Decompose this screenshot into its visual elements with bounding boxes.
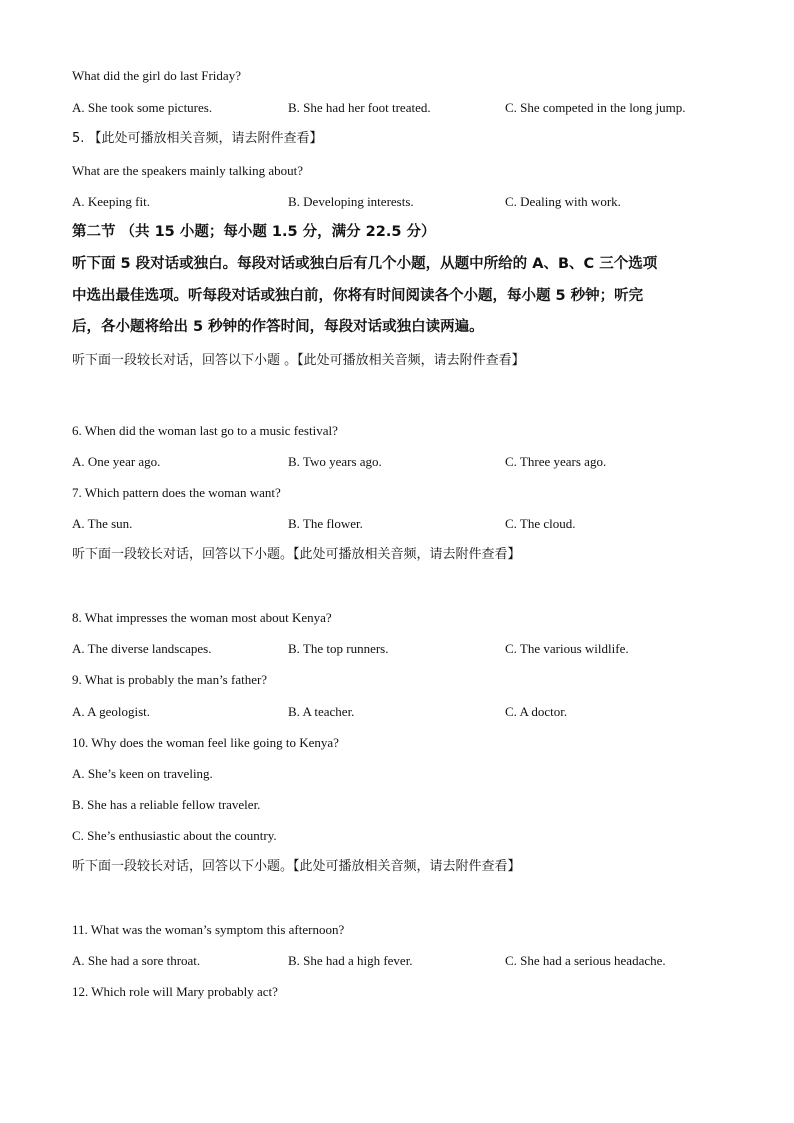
q5-option-a: A. Keeping fit. xyxy=(72,194,150,209)
q6-option-a: A. One year ago. xyxy=(72,454,161,469)
q8-option-a: A. The diverse landscapes. xyxy=(72,641,212,656)
q9-option-c: C. A doctor. xyxy=(505,704,568,719)
q7-option-b: B. The flower. xyxy=(288,516,363,531)
q7-option-a: A. The sun. xyxy=(72,516,133,531)
question-4-stem: What did the girl do last Friday? xyxy=(72,68,241,83)
q4-option-b: B. She had her foot treated. xyxy=(288,100,431,115)
question-10-stem: 10. Why does the woman feel like going to Kenya? xyxy=(72,735,339,750)
q5-option-c: C. Dealing with work. xyxy=(505,194,621,209)
question-11-stem: 11. What was the woman’s symptom this afternoon? xyxy=(72,922,345,937)
section-2-heading: 第二节 （共 15 小题；每小题 1.5 分，满分 22.5 分） xyxy=(72,224,436,240)
question-6-stem: 6. When did the woman last go to a music festival? xyxy=(72,423,338,438)
q11-option-c: C. She had a serious headache. xyxy=(505,953,666,968)
q6-option-c: C. Three years ago. xyxy=(505,454,607,469)
section-2-instructions-line-2: 中选出最佳选项。听每段对话或独白前，你将有时间阅读各个小题，每小题 5 秒钟；听完 xyxy=(72,288,644,304)
q7-option-c: C. The cloud. xyxy=(505,516,576,531)
question-8-stem: 8. What impresses the woman most about Kenya? xyxy=(72,610,332,625)
q4-option-c: C. She competed in the long jump. xyxy=(505,100,686,115)
listen-prompt-3: 听下面一段较长对话，回答以下小题。【此处可播放相关音频，请去附件查看】 xyxy=(72,859,521,874)
section-2-instructions-line-3: 后，各小题将给出 5 秒钟的作答时间，每段对话或独白读两遍。 xyxy=(72,319,484,335)
q5-option-b: B. Developing interests. xyxy=(288,194,414,209)
q8-option-b: B. The top runners. xyxy=(288,641,389,656)
question-9-stem: 9. What is probably the man’s father? xyxy=(72,672,268,687)
section-2-instructions-line-1: 听下面 5 段对话或独白。每段对话或独白后有几个小题，从题中所给的 A、B、C 三个选项 xyxy=(72,256,658,272)
question-7-stem: 7. Which pattern does the woman want? xyxy=(72,485,281,500)
q11-option-a: A. She had a sore throat. xyxy=(72,953,201,968)
q10-option-b: B. She has a reliable fellow traveler. xyxy=(72,797,261,812)
question-12-stem: 12. Which role will Mary probably act? xyxy=(72,984,278,999)
q6-option-b: B. Two years ago. xyxy=(288,454,382,469)
q11-option-b: B. She had a high fever. xyxy=(288,953,413,968)
listen-prompt-1: 听下面一段较长对话，回答以下小题 。【此处可播放相关音频，请去附件查看】 xyxy=(72,353,525,368)
listen-prompt-2: 听下面一段较长对话，回答以下小题。【此处可播放相关音频，请去附件查看】 xyxy=(72,547,521,562)
q9-option-a: A. A geologist. xyxy=(72,704,151,719)
question-5-audio-note: 5. 【此处可播放相关音频，请去附件查看】 xyxy=(72,131,323,146)
q10-option-c: C. She’s enthusiastic about the country. xyxy=(72,828,277,843)
q8-option-c: C. The various wildlife. xyxy=(505,641,629,656)
question-5-stem: What are the speakers mainly talking about? xyxy=(72,163,304,178)
q9-option-b: B. A teacher. xyxy=(288,704,355,719)
q4-option-a: A. She took some pictures. xyxy=(72,100,213,115)
q10-option-a: A. She’s keen on traveling. xyxy=(72,766,213,781)
